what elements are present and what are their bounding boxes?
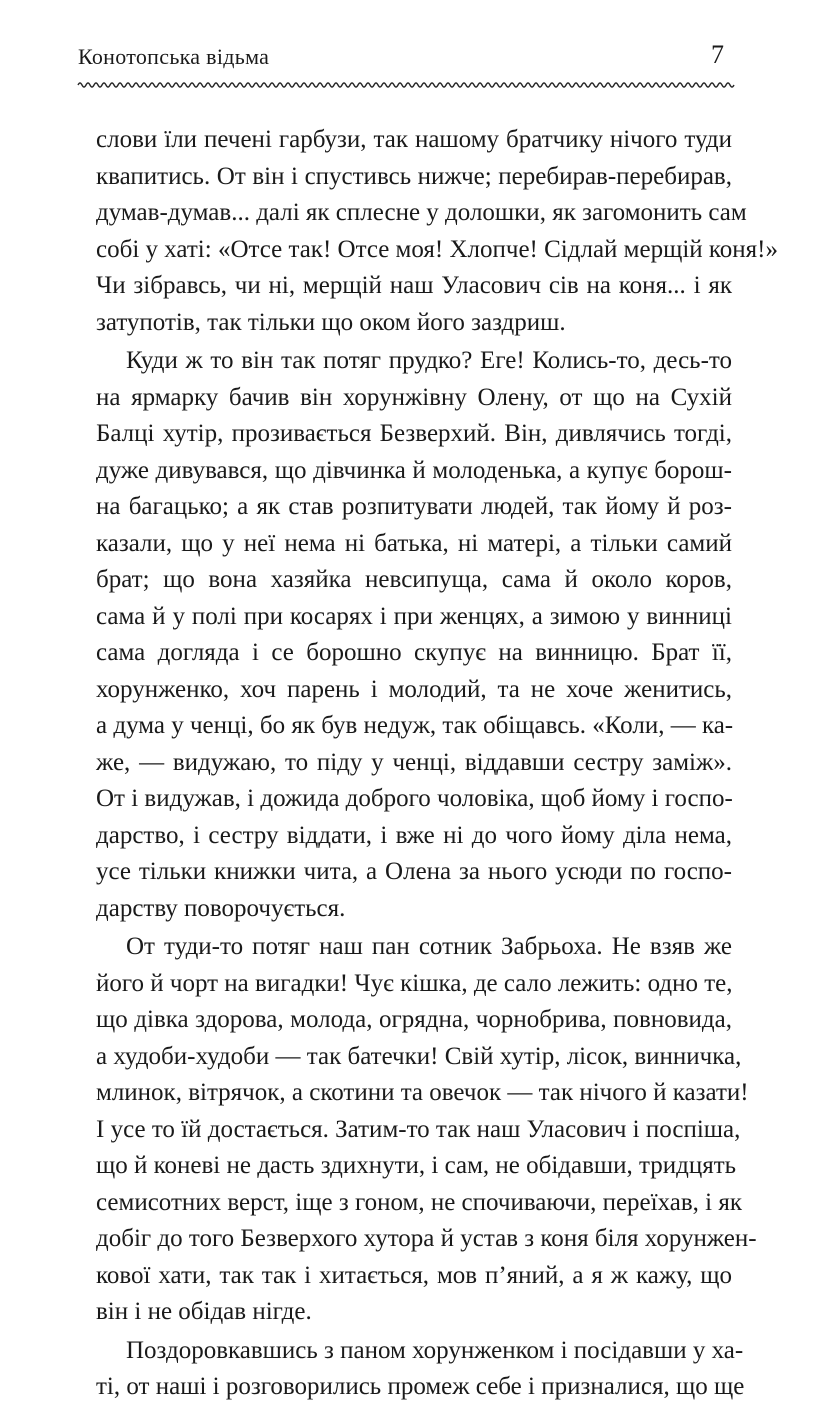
wavy-rule-ornament (78, 80, 730, 90)
text-line: казали, що у неї нема ні батька, ні матері, а тільки самий (96, 529, 732, 557)
paragraph (96, 1333, 745, 1406)
text-line: що й коневі не дасть здихнути, і сам, не обідавши, тридцять (96, 1152, 737, 1179)
page-number: 7 (711, 40, 724, 69)
text-line: семисотних верст, іще з гоном, не спочиваючи, переїхав, і як (96, 1188, 742, 1216)
text-line: дарство, і сестру віддати, і вже ні до чого йому діла нема, (96, 821, 732, 849)
text-line: От туди-то потяг наш пан сотник Забрьоха. Не взяв же (126, 933, 732, 960)
text-line: млинок, вітрячок, а скотини та овечок — так нічого й казати! (96, 1079, 749, 1106)
text-line: що дівка здорова, молода, огрядна, чорнобрива, повновида, (96, 1006, 732, 1033)
paragraph (96, 122, 778, 341)
text-line: сама догляда і се борошно скупує на винницю. Брат її, (96, 639, 732, 666)
text-line: Куди ж то він так потяг прудко? Еге! Колись-то, десь-то (126, 347, 732, 374)
text-line: собі у хаті: «Отсе так! Отсе моя! Хлопче! Сідлай мерщій коня!» (96, 235, 778, 263)
text-line: а дума у ченці, бо як був недуж, так обіщавсь. «Коли, — ка- (96, 712, 734, 739)
text-line: брат; що вона хазяйка невсипуща, сама й около коров, (96, 566, 732, 593)
running-head (78, 40, 730, 76)
text-line: кової хати, так так і хитається, мов п’яний, а я ж кажу, що (96, 1261, 732, 1289)
text-line: квапитись. От він і спустивсь нижче; перебирав-перебирав, (96, 162, 732, 190)
text-line: на багацько; а як став розпитувати людей, так йому й роз- (96, 493, 732, 520)
text-line: же, — видужаю, то піду у ченці, віддавши сестру заміж». (96, 748, 732, 776)
text-line: ті, от наші і розговорились промеж себе і призналися, що ще (96, 1373, 745, 1400)
running-head-title: Конотопська відьма (78, 44, 270, 69)
text-line: думав-думав... далі як сплесне у долошки, як загомонить сам (96, 199, 747, 226)
paragraph (96, 929, 757, 1331)
text-line: сама й у полі при косарях і при женцях, а зимою у винниці (96, 602, 732, 630)
text-line: Поздоровкавшись з паном хорунженком і посідавши у ха- (126, 1336, 744, 1364)
text-line: От і видужав, і дожида доброго чоловіка, щоб йому і госпо- (96, 785, 733, 812)
text-line: а худоби-худоби — так батечки! Свій хутір, лісок, винничка, (96, 1042, 742, 1070)
text-line: дуже дивувався, що дівчинка й молоденька, а купує борош- (96, 456, 732, 484)
text-line: Чи зібравсь, чи ні, мерщій наш Уласович сів на коня... і як (96, 272, 732, 299)
text-line: слови їли печені гарбузи, так нашому братчику нічого туди (96, 126, 732, 153)
paragraph (96, 343, 732, 927)
text-line: його й чорт на вигадки! Чує кішка, де сало лежить: одно те, (96, 969, 733, 997)
text-line: усе тільки книжки чита, а Олена за нього усюди по госпо- (96, 858, 732, 885)
text-line: І усе то їй достається. Затим-то так наш Уласович і поспіша, (96, 1115, 741, 1143)
text-line: Балці хутір, прозивається Безверхий. Він, дивлячись тогді, (96, 420, 732, 447)
text-line: дарству поворочується. (96, 894, 346, 922)
text-line: хорунженко, хоч парень і молодий, та не хоче женитись, (96, 675, 732, 703)
text-line: затупотів, так тільки що оком його заздриш. (96, 308, 566, 336)
text-line: він і не обідав нігде. (96, 1298, 312, 1325)
text-line: на ярмарку бачив він хорунжівну Олену, от що на Сухій (96, 383, 732, 411)
body-text (96, 122, 778, 1408)
text-line: добіг до того Безверхого хутора й устав з коня біля хорунжен- (96, 1225, 757, 1252)
